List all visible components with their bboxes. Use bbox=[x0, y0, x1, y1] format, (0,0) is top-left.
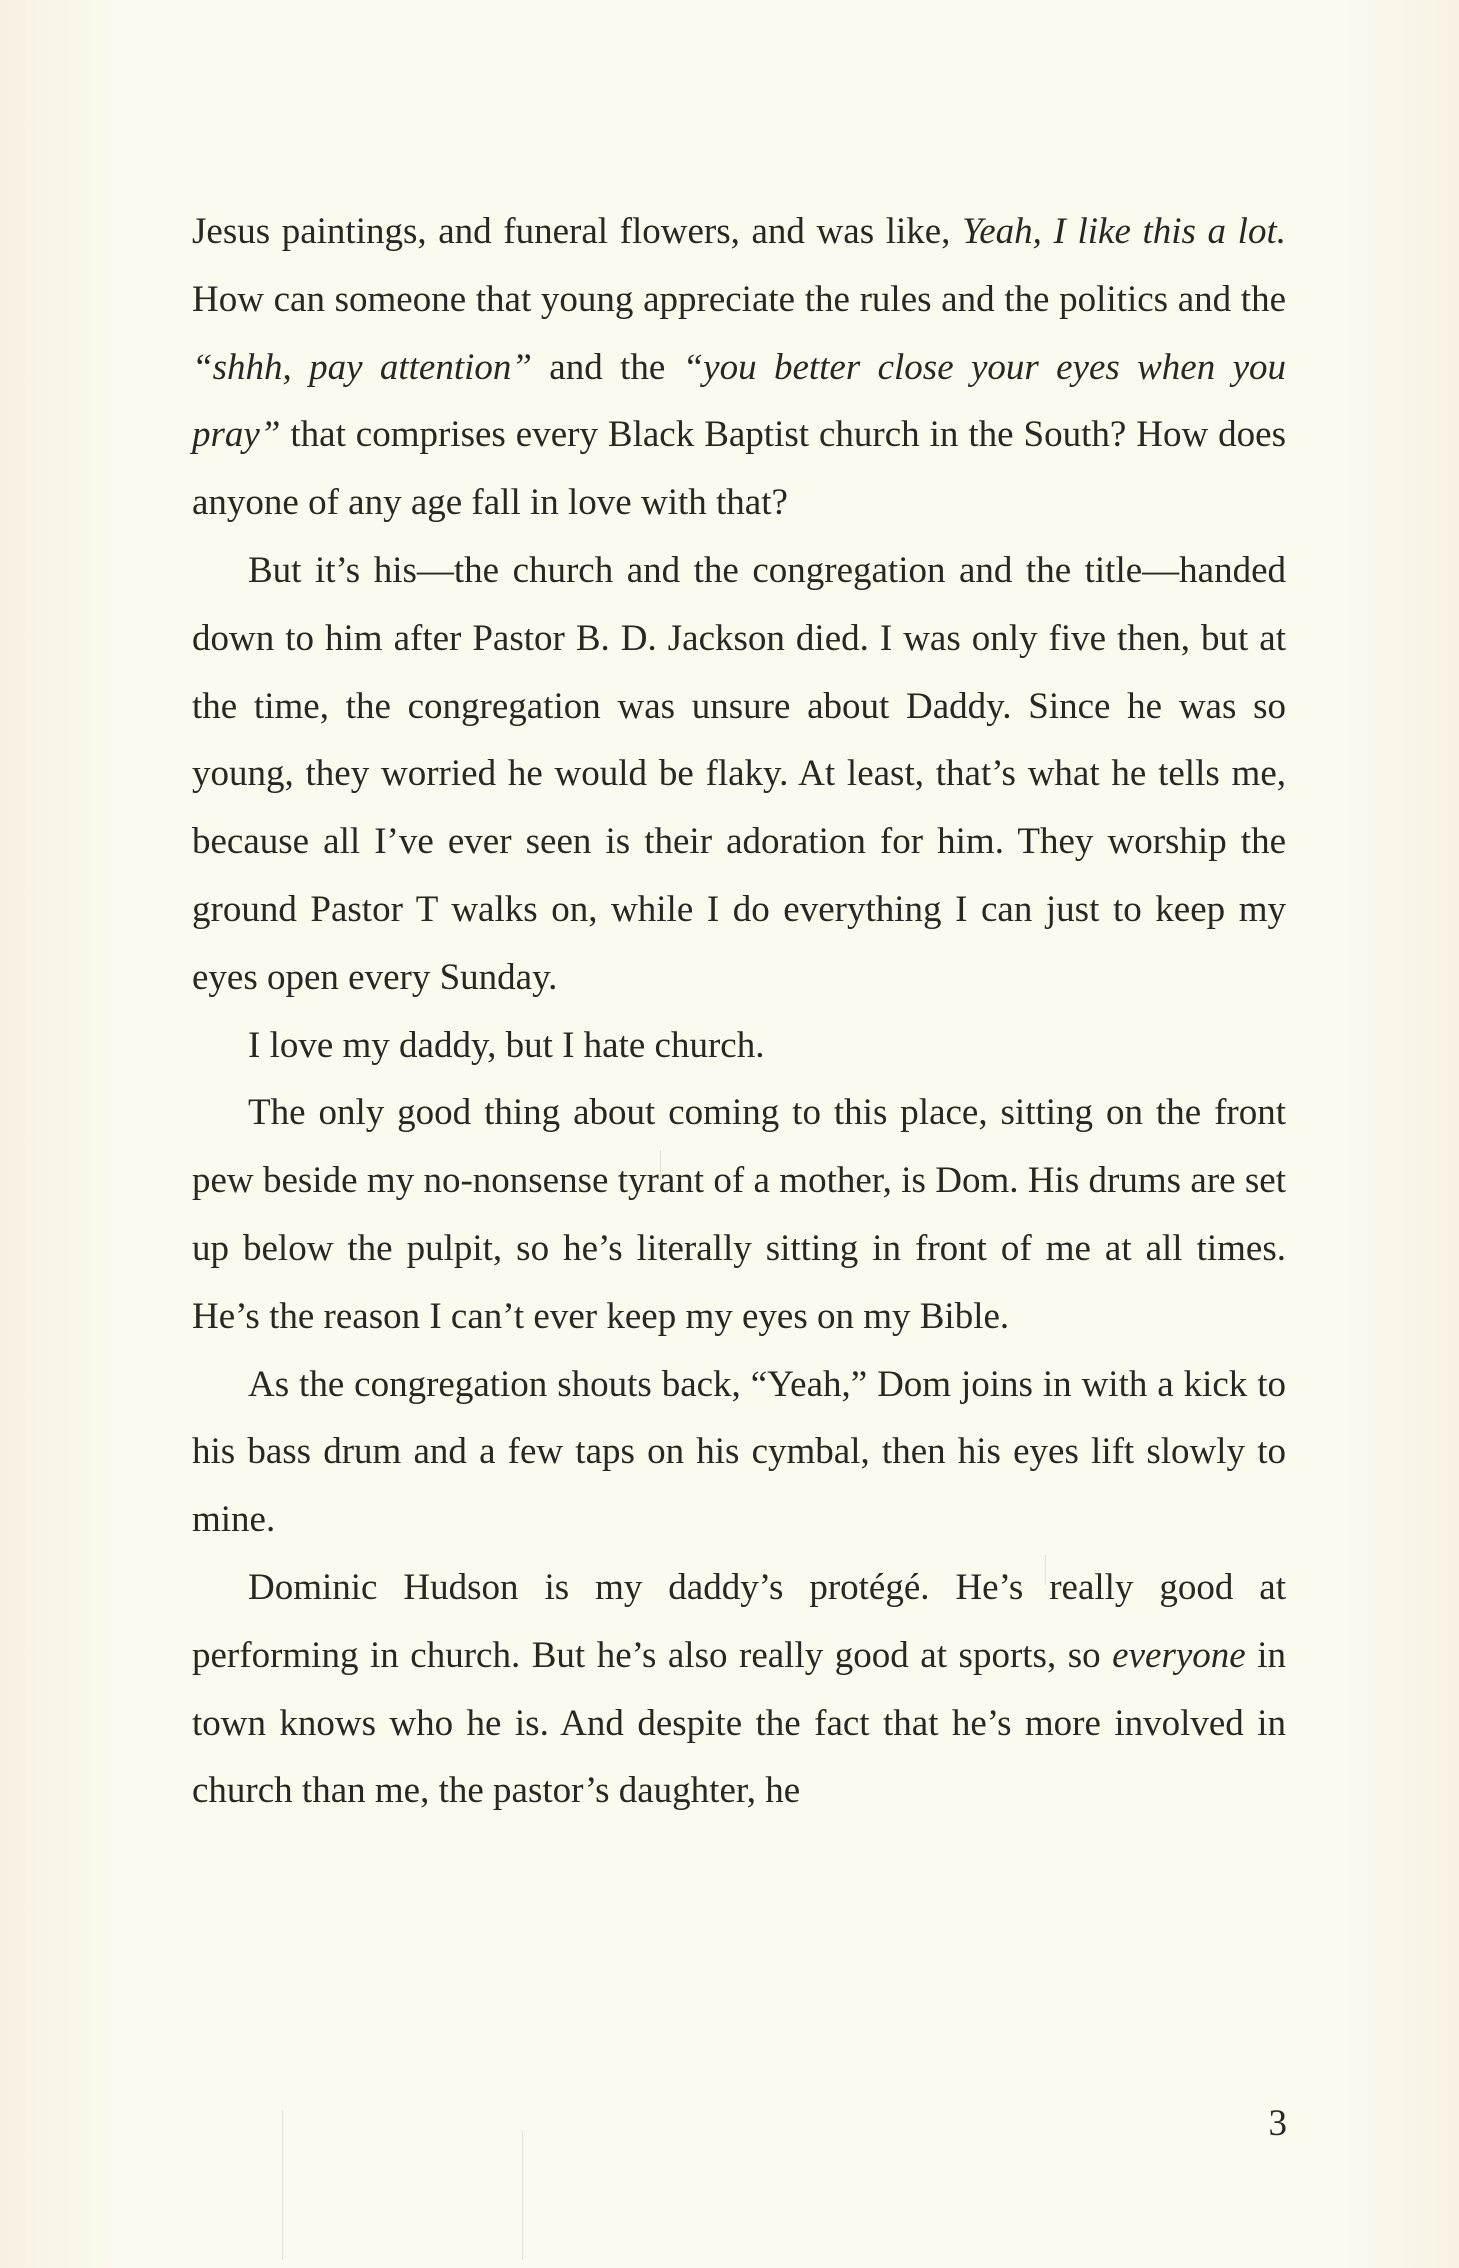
text-run: and the bbox=[531, 346, 683, 388]
text-run: in town knows who he is. And despite the fact that he’s more involved in church than me, the pastor’s daughter, he bbox=[192, 1634, 1287, 1812]
scan-artifact-line bbox=[282, 2110, 283, 2260]
scan-artifact-line bbox=[522, 2130, 523, 2260]
italic-text-run: Yeah, I like this a lot. bbox=[962, 211, 1286, 252]
text-run: I love my daddy, but I hate church. bbox=[248, 1024, 765, 1066]
text-run: Dominic Hudson is my daddy’s protégé. He’s really good at performing in church. But he’s also really good at sports, so bbox=[192, 1566, 1286, 1676]
text-run: As the congregation shouts back, “Yeah,” Dom joins in with a kick to his bass drum and a few taps on his cymbal, then his eyes lift slowly to mine. bbox=[192, 1363, 1286, 1541]
text-run: that comprises every Black Baptist church in the South? How does anyone of any age fall in love with that? bbox=[192, 414, 1286, 524]
paragraph bbox=[192, 1012, 1286, 1080]
text-run: The only good thing about coming to this place, sitting on the front pew beside my no-nonsense tyrant of a mother, is Dom. His drums are set up below the pulpit, so he’s literally sitting in front of me at all times. He’s the reason I can’t ever keep my eyes on my Bible. bbox=[192, 1092, 1286, 1337]
paragraph bbox=[192, 1554, 1286, 1825]
paragraph bbox=[192, 1079, 1286, 1350]
text-run: But it’s his—the church and the congregation and the title—handed down to him after Pastor B. D. Jackson died. I was only five then, but at the time, the congregation was unsure about Daddy. Since he was so young, they worried he would be flaky. At least, that’s what he tells me, because all I’ve ever seen is their adoration for him. They worship the ground Pastor T walks on, while I do everything I can just to keep my eyes open every Sunday. bbox=[192, 549, 1286, 998]
page-number: 3 bbox=[1268, 2103, 1287, 2144]
text-run: Jesus paintings, and funeral flowers, and was like, bbox=[192, 211, 963, 252]
italic-text-run: “you better close your eyes when you pray” bbox=[192, 346, 1286, 456]
italic-text-run: everyone bbox=[1112, 1634, 1246, 1676]
text-run: How can someone that young appreciate the rules and the politics and the bbox=[192, 278, 1286, 320]
italic-text-run: “shhh, pay attention” bbox=[192, 346, 532, 388]
body-text bbox=[192, 198, 1286, 1825]
paragraph bbox=[192, 198, 1286, 537]
paragraph bbox=[192, 1351, 1286, 1554]
paragraph bbox=[192, 537, 1286, 1012]
